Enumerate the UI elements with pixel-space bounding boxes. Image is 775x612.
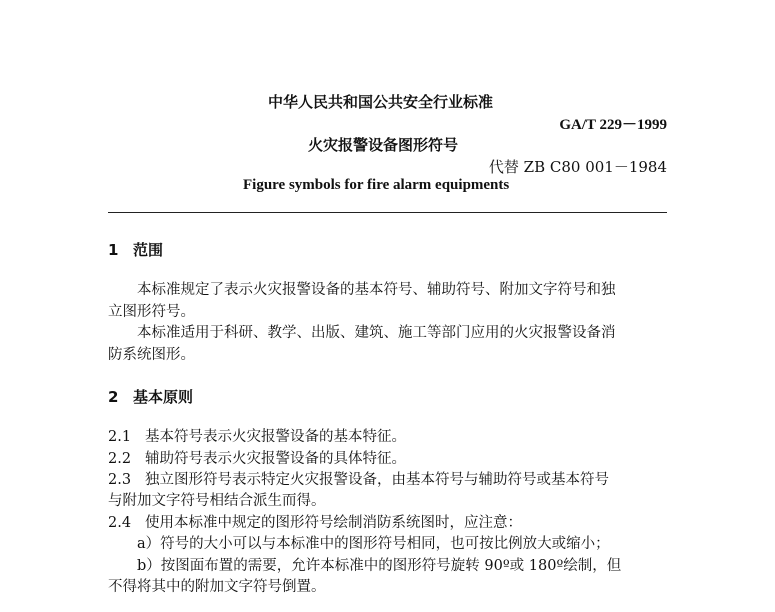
section-1-title: 范围: [133, 241, 164, 259]
section-2-title: 基本原则: [133, 388, 194, 406]
section-1-heading: [108, 239, 163, 260]
clause-2-4-item-b-line-1: b）按图面布置的需要，允许本标准中的图形符号旋转 90º或 180º绘制，但: [137, 558, 622, 574]
section-1-para-2-line-2: 防系统图形。: [108, 347, 195, 363]
clause-2-2: [108, 448, 668, 470]
section-2-heading: [108, 386, 193, 407]
clause-text: 使用本标准中规定的图形符号绘制消防系统图时，应注意：: [145, 515, 522, 531]
clause-2-1: [108, 426, 668, 448]
clause-text: 辅助符号表示火灾报警设备的具体特征。: [145, 451, 406, 467]
clause-text: 独立图形符号表示特定火灾报警设备，由基本符号与辅助符号或基本符号: [145, 472, 609, 488]
clause-2-3: [108, 469, 668, 491]
clause-text: 基本符号表示火灾报警设备的基本特征。: [145, 429, 406, 445]
header-divider: [108, 212, 667, 213]
english-title: Figure symbols for fire alarm equipments: [243, 177, 510, 193]
replaces-standard: 代替 ZB C80 001－1984: [488, 158, 667, 176]
section-1-para-1-line-2: 立图形符号。: [108, 304, 195, 320]
section-1-para-1-line-1: 本标准规定了表示火灾报警设备的基本符号、辅助符号、附加文字符号和独: [137, 282, 616, 298]
clause-number: 2.3: [108, 472, 132, 488]
clause-2-4-item-b-line-2: 不得将其中的附加文字符号倒置。: [108, 579, 326, 595]
clause-2-3-continuation: 与附加文字符号相结合派生而得。: [108, 493, 326, 509]
clause-number: 2.4: [108, 515, 132, 531]
section-2-number: 2: [108, 388, 119, 406]
organization-title: 中华人民共和国公共安全行业标准: [268, 93, 494, 111]
document-title: 火灾报警设备图形符号: [308, 136, 459, 154]
section-1-para-2-line-1: 本标准适用于科研、教学、出版、建筑、施工等部门应用的火灾报警设备消: [137, 325, 616, 341]
section-1-number: 1: [108, 241, 119, 259]
clause-number: 2.2: [108, 451, 132, 467]
standard-number: GA/T 229－1999: [559, 117, 667, 133]
clause-2-4-item-a: a）符号的大小可以与本标准中的图形符号相同，也可按比例放大或缩小；: [137, 536, 610, 552]
clause-2-4: [108, 512, 668, 534]
clause-number: 2.1: [108, 429, 132, 445]
